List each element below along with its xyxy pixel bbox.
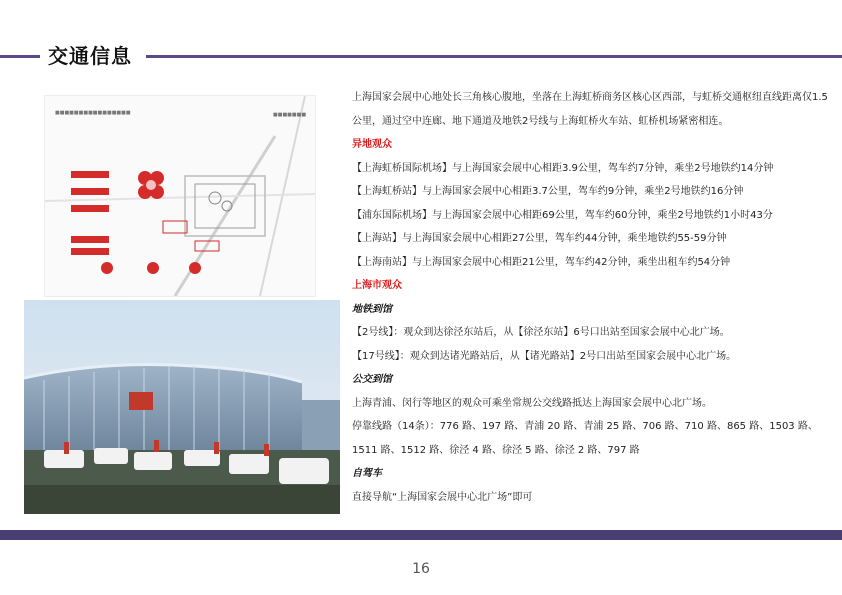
transport-item-shanghai-station: 【上海站】与上海国家会展中心相距27公里，驾车约44分钟，乘坐地铁约55-59分钟 (352, 233, 727, 244)
bus-text: 上海青浦、闵行等地区的观众可乘坐常规公交线路抵达上海国家会展中心北广场。 (352, 397, 712, 409)
transport-item-hongqiao-station: 【上海虹桥站】与上海国家会展中心相距3.7公里，驾车约9分钟，乘坐2号地铁约16分钟 (352, 186, 744, 197)
transport-item-shanghai-south-station: 【上海南站】与上海国家会展中心相距21公里，驾车约42分钟，乘坐出租车约54分钟 (352, 256, 731, 268)
location-map-image (44, 95, 316, 297)
drive-heading: 自驾车 (352, 468, 382, 479)
title-rule-left (0, 55, 40, 58)
page-title: 交通信息 (48, 44, 132, 68)
page-number: 16 (412, 561, 430, 577)
local-heading: 上海市观众 (352, 280, 402, 291)
transport-info (352, 86, 832, 509)
svg-text:■■■■■■■: ■■■■■■■ (273, 112, 307, 118)
transport-item-pudong-airport: 【浦东国际机场】与上海国家会展中心相距69公里，驾车约60分钟，乘坐2号地铁约1小时43分 (352, 209, 773, 221)
bus-routes: 停靠线路（14条）：776 路、197 路、青浦 20 路、青浦 25 路、706 路、710 路、865 路、1503 路、1511 路、1512 路、徐泾 4 路、徐泾 5 路、徐泾 2 路、797 路 (352, 421, 818, 456)
out-of-town-heading: 异地观众 (352, 139, 392, 150)
photo-drawing (24, 300, 340, 514)
map-drawing (45, 96, 315, 296)
drive-text: 直接导航“上海国家会展中心北广场”即可 (352, 491, 533, 503)
svg-text:■■■■■■■■■■■■■■■■: ■■■■■■■■■■■■■■■■ (55, 110, 131, 116)
title-rule-right (146, 55, 842, 58)
metro-line-2: 【2号线】：观众到达徐泾东站后，从【徐泾东站】6号口出站至国家会展中心北广场。 (352, 327, 730, 338)
exhibition-hall-photo (24, 300, 340, 514)
intro-paragraph: 上海国家会展中心地处长三角核心腹地，坐落在上海虹桥商务区核心区西部，与虹桥交通枢纽直线距离仅1.5公里，通过空中连廊、地下通道及地铁2号线与上海虹桥火车站、虹桥机场紧密相连。 (352, 92, 828, 127)
transport-item-hongqiao-airport: 【上海虹桥国际机场】与上海国家会展中心相距3.9公里，驾车约7分钟，乘坐2号地铁约14分钟 (352, 162, 774, 174)
metro-line-17: 【17号线】：观众到达诸光路站后，从【诸光路站】2号口出站至国家会展中心北广场。 (352, 350, 737, 362)
bus-heading: 公交到馆 (352, 374, 392, 385)
metro-heading: 地铁到馆 (352, 303, 392, 315)
footer-band (0, 530, 842, 540)
